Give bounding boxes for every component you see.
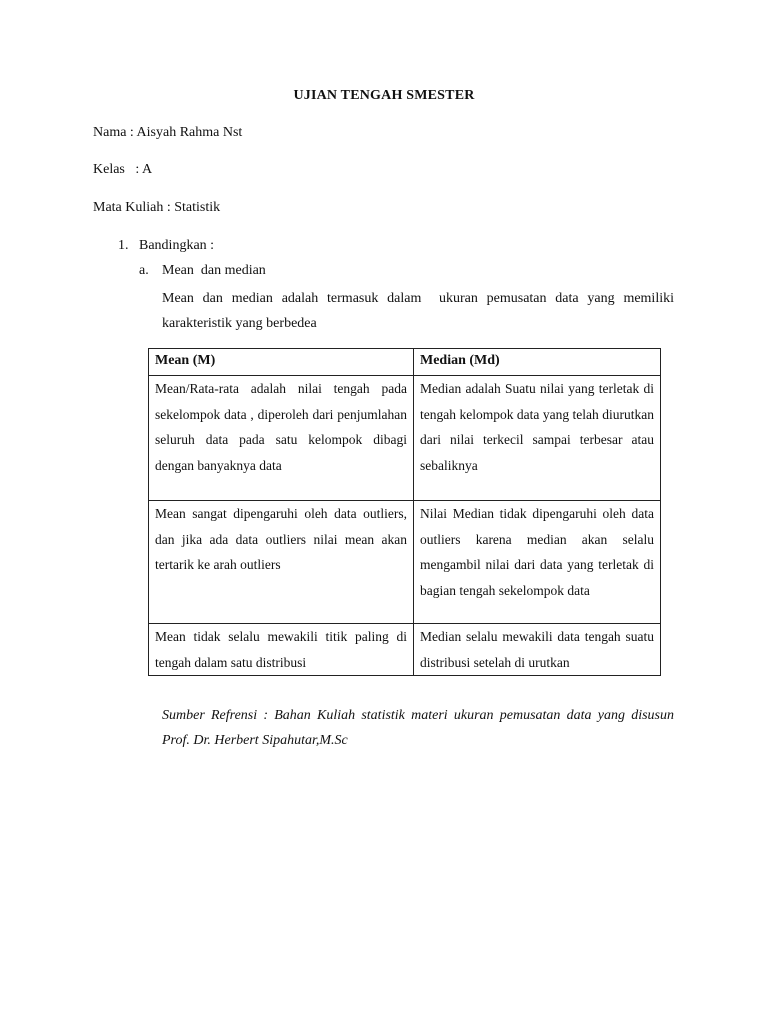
field-nama: Nama : Aisyah Rahma Nst [93, 125, 243, 140]
table-header-mean: Mean (M) [149, 349, 414, 376]
table-cell-mean: Mean sangat dipengaruhi oleh data outliers, dan jika ada data outliers nilai mean akan tertarik ke arah outliers [149, 501, 414, 624]
question-number: 1. [118, 238, 129, 253]
table-header-row [149, 349, 661, 376]
field-mata-kuliah: Mata Kuliah : Statistik [93, 200, 221, 215]
sub-question-text: Mean dan median [162, 263, 266, 278]
table-cell-median: Median adalah Suatu nilai yang terletak di tengah kelompok data yang telah diurutkan dari nilai terkecil sampai terbesar atau sebaliknya [414, 376, 661, 501]
comparison-table [148, 348, 661, 676]
table-cell-median: Median selalu mewakili data tengah suatu distribusi setelah di urutkan [414, 624, 661, 676]
table-row [149, 624, 661, 676]
table-row [149, 501, 661, 624]
question-text: Bandingkan : [139, 238, 215, 253]
reference-note: Sumber Refrensi : Bahan Kuliah statistik materi ukuran pemusatan data yang disusun Prof. Dr. Herbert Sipahutar,M.Sc [162, 708, 674, 748]
table-cell-median: Nilai Median tidak dipengaruhi oleh data outliers karena median akan selalu mengambil nilai dari data yang terletak di bagian tengah sekelompok data [414, 501, 661, 624]
table-cell-mean: Mean/Rata-rata adalah nilai tengah pada sekelompok data , diperoleh dari penjumlahan seluruh data pada satu kelompok dibagi dengan banyaknya data [149, 376, 414, 501]
field-kelas: Kelas : A [93, 162, 153, 177]
page-title: UJIAN TENGAH SMESTER [293, 88, 475, 103]
table-cell-mean: Mean tidak selalu mewakili titik paling di tengah dalam satu distribusi [149, 624, 414, 676]
sub-question-letter: a. [139, 263, 149, 278]
sub-question-paragraph: Mean dan median adalah termasuk dalam ukuran pemusatan data yang memiliki karakteristik yang berbedea [162, 291, 678, 331]
table-row [149, 376, 661, 501]
table-header-median: Median (Md) [414, 349, 661, 376]
